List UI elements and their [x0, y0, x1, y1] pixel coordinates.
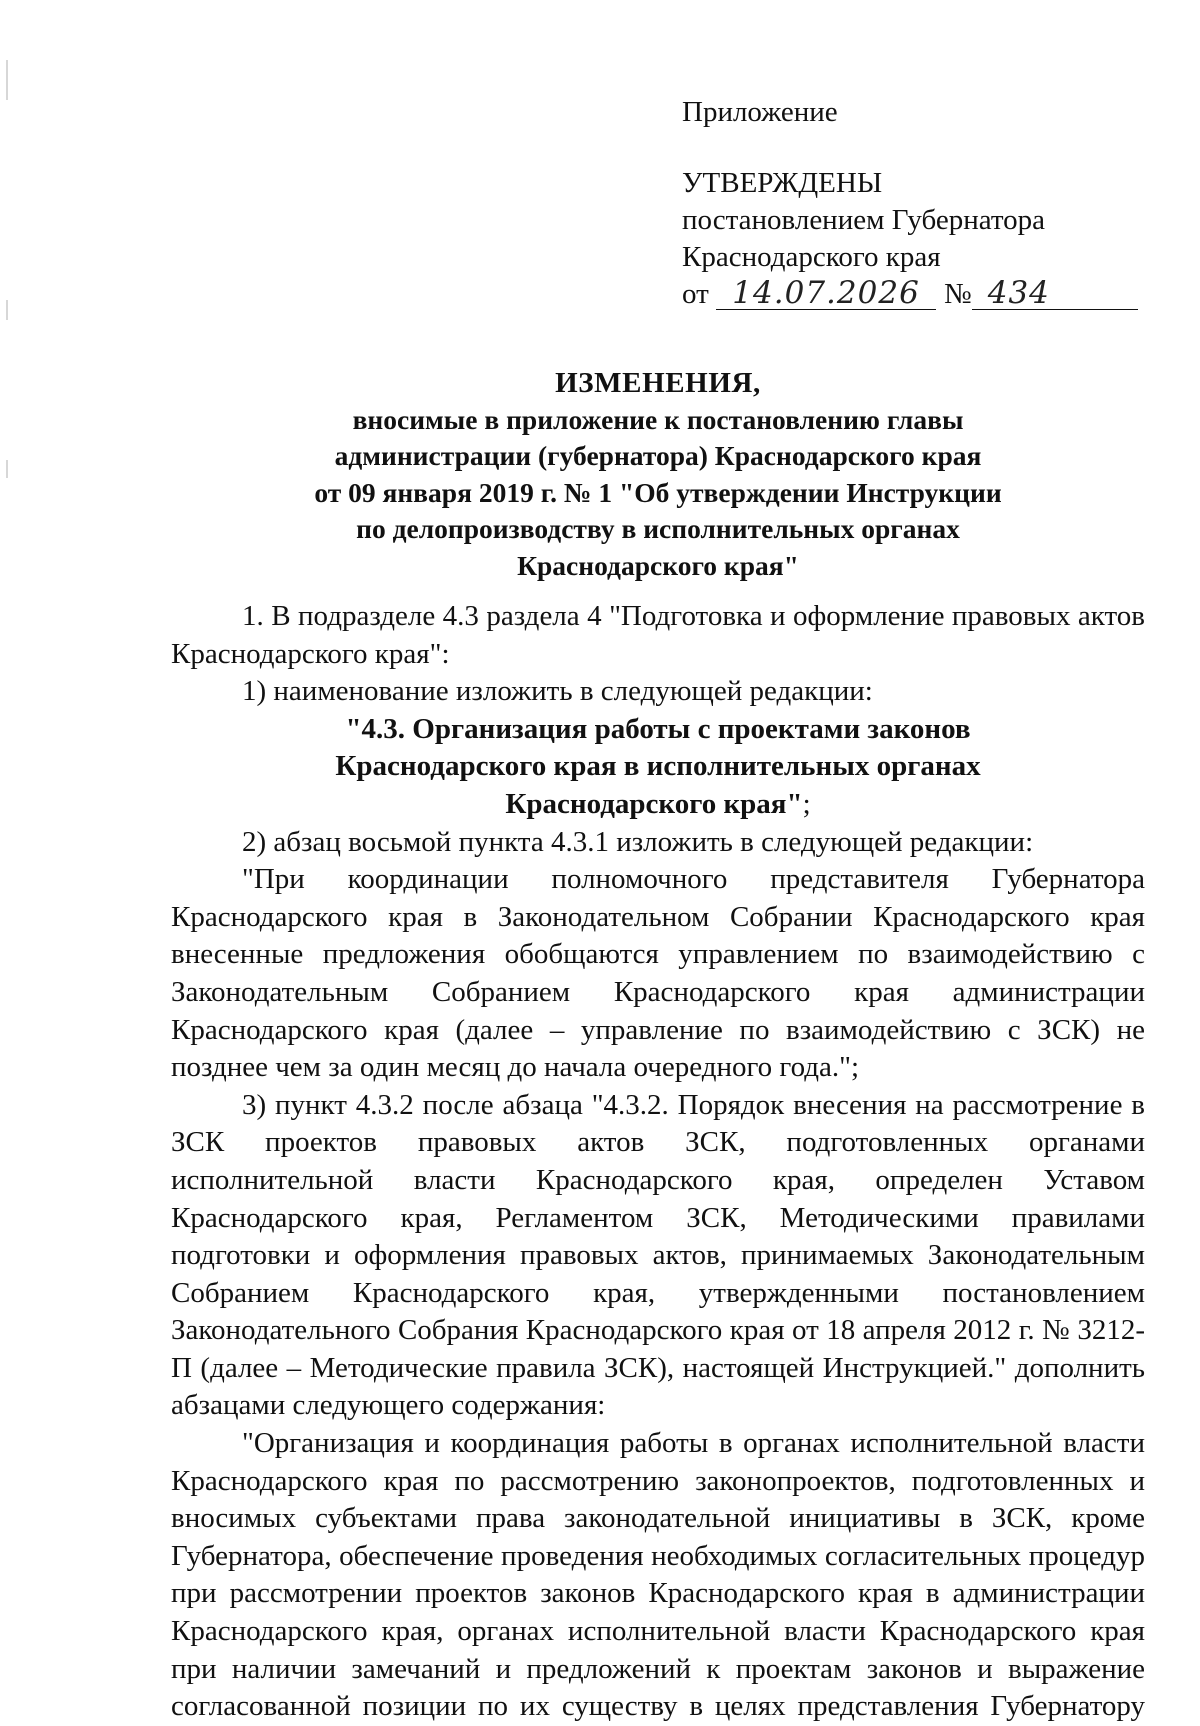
- number-prefix: №: [944, 278, 972, 310]
- section-heading-text: "4.3. Организация работы с проектами законов Краснодарского края в исполнительных органах Краснодарского края": [335, 712, 981, 820]
- paragraph: "Организация и координация работы в органах исполнительной власти Краснодарского края по рассмотрению законопроектов, подготовленных и вносимых субъектами права законодательной инициативы в ЗСК, кроме Губернатора, обеспечение проведения необходимых согласительных процедур при рассмотрении проектов законов Краснодарского края в администрации Краснодарского края, органах исполнительной власти Краснодарского края при наличии замечаний и предложений к проектам законов и выражение согласованной позиции по их существу в целях представления Губернатору: [171, 1427, 1145, 1723]
- paragraph: 1. В подразделе 4.3 раздела 4 "Подготовка и оформление правовых актов Краснодарского края":: [171, 600, 1145, 670]
- approval-block: [682, 94, 1152, 313]
- handwritten-date: 14.07.2026: [732, 275, 920, 311]
- title-line: от 09 января 2019 г. № 1 "Об утверждении Инструкции: [314, 476, 1002, 508]
- approved-by-line-1: постановлением Губернатора: [682, 204, 1046, 236]
- scan-edge-mark: [6, 460, 8, 478]
- title-line: Краснодарского края": [517, 549, 799, 581]
- date-prefix: от: [682, 278, 709, 310]
- title-line: по делопроизводству в исполнительных органах: [356, 513, 960, 544]
- paragraph: "При координации полномочного представителя Губернатора Краснодарского края в Законодательном Собрании Краснодарского края внесенные предложения обобщаются управлением по взаимодействию с Законодательным Собранием Краснодарского края администрации Краснодарского края (далее – управление по взаимодействию с ЗСК) не позднее чем за один месяц до начала очередного года.";: [171, 863, 1145, 1084]
- paragraph: 2) абзац восьмой пункта 4.3.1 изложить в следующей редакции:: [242, 825, 1034, 858]
- paragraph: 3) пункт 4.3.2 после абзаца "4.3.2. Порядок внесения на рассмотрение в ЗСК проектов правовых актов ЗСК, подготовленных органами исполнительной власти Краснодарского края, определен Уставом Краснодарского края, Регламентом ЗСК, Методическими правилами подготовки и оформления правовых актов, принимаемых Законодательным Собранием Краснодарского края, утвержденными постановлением Законодательного Собрания Краснодарского края от 18 апреля 2012 г. № 3212-П (далее – Методические правила ЗСК), настоящей Инструкцией." дополнить абзацами следующего содержания:: [171, 1088, 1145, 1422]
- document-title: [170, 365, 1146, 584]
- title-line: вносимые в приложение к постановлению главы: [352, 403, 964, 435]
- scan-edge-mark: [6, 300, 8, 320]
- scan-edge-mark: [6, 60, 8, 100]
- paragraph: 1) наименование изложить в следующей редакции:: [242, 675, 873, 708]
- date-number-line: [682, 276, 1152, 313]
- section-heading-tail: ;: [802, 787, 811, 820]
- title-main: ИЗМЕНЕНИЯ,: [555, 367, 761, 399]
- document-body: [171, 598, 1145, 1726]
- date-field: [716, 275, 936, 311]
- approved-label: УТВЕРЖДЕНЫ: [682, 167, 883, 199]
- title-line: администрации (губернатора) Краснодарского края: [334, 440, 982, 471]
- appendix-label: Приложение: [682, 96, 838, 128]
- approved-by-line-2: Краснодарского края: [682, 241, 941, 273]
- section-heading: [171, 711, 1145, 824]
- handwritten-number: 434: [987, 275, 1050, 311]
- number-field: [972, 275, 1138, 311]
